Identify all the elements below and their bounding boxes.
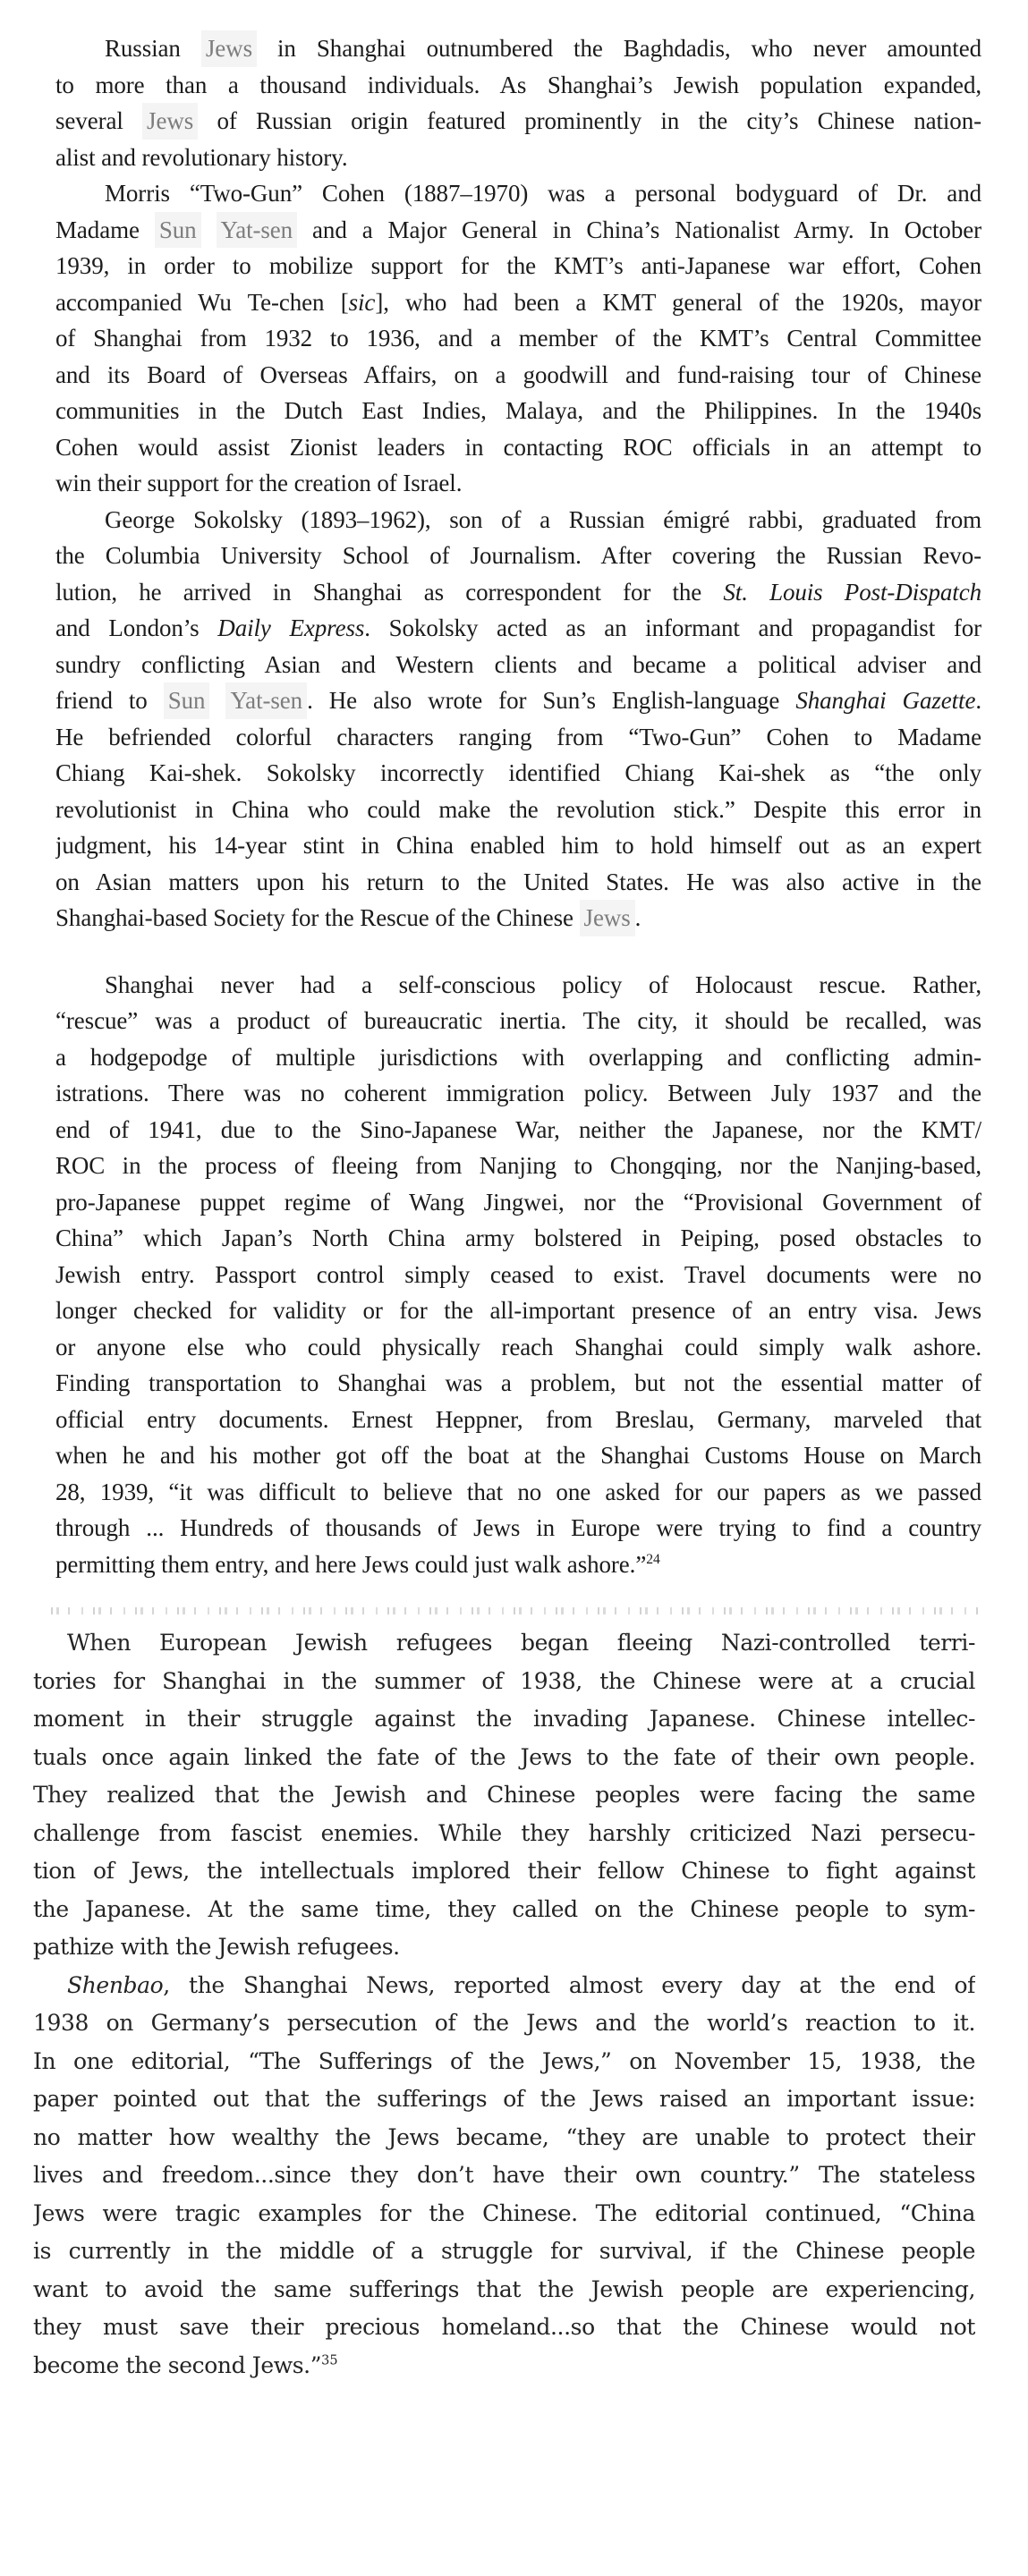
- search-highlight-match: Jews: [142, 103, 198, 140]
- text-line: [55, 103, 981, 140]
- text-segment: Chiang Kai-shek. Sokolsky incorrectly identified Chiang Kai-shek as “the only: [55, 759, 981, 786]
- text-segment: several: [55, 107, 143, 134]
- text-segment: 1938 on Germany’s persecution of the Jews and the world’s reaction to it.: [33, 2010, 975, 2036]
- text-line: [55, 393, 981, 429]
- text-segment: In one editorial, “The Sufferings of the Jews,” on November 15, 1938, the: [33, 2047, 975, 2074]
- search-highlight-match: Sun: [164, 682, 210, 719]
- search-highlight-match: Jews: [580, 900, 635, 936]
- text-line: [55, 248, 981, 284]
- paragraph: [55, 30, 981, 175]
- text-segment: judgment, his 14-year stint in China enabled him to hold himself out as an expert: [55, 832, 981, 859]
- text-segment: Shanghai never had a self-conscious policy of Holocaust rescue. Rather,: [105, 970, 981, 998]
- text-segment: become the second Jews.”: [33, 2351, 322, 2378]
- text-segment: when he and his mother got off the boat at the Shanghai Customs House on March: [55, 1442, 981, 1469]
- paragraph: [33, 1624, 975, 1967]
- text-segment: the Columbia University School of Journalism. After covering the Russian Revo-: [55, 542, 981, 569]
- text-segment: 1939, in order to mobilize support for the KMT’s anti-Japanese war effort, Cohen: [55, 252, 981, 279]
- text-line: [55, 284, 981, 321]
- search-highlight-match: Yat-sen: [217, 212, 298, 249]
- text-line: [55, 1075, 981, 1112]
- text-segment: moment in their struggle against the invading Japanese. Chinese intellec-: [33, 1706, 975, 1732]
- text-segment: . He also wrote for Sun’s English-language: [307, 687, 796, 714]
- text-segment: through ... Hundreds of thousands of Jews in Europe were trying to find a country: [55, 1514, 981, 1541]
- text-segment: “rescue” was a product of bureaucratic inertia. The city, it should be recalled, was: [55, 1007, 981, 1034]
- text-line: [55, 1257, 981, 1293]
- text-segment: Jews were tragic examples for the Chinese. The editorial continued, “China: [33, 2199, 975, 2226]
- text-segment: accompanied Wu Te-chen [: [55, 288, 349, 316]
- text-segment: friend to: [55, 687, 164, 714]
- text-segment: a hodgepodge of multiple jurisdictions with overlapping and conflicting admin-: [55, 1043, 981, 1071]
- text-line: [33, 1663, 975, 1701]
- text-segment: end of 1941, due to the Sino-Japanese War, neither the Japanese, nor the KMT/: [55, 1115, 981, 1143]
- text-segment: ], who had been a KMT general of the 1920s, mayor: [375, 288, 981, 316]
- text-segment: they must save their precious homeland...so that the Chinese would not: [33, 2314, 975, 2340]
- text-segment: , the Shanghai News, reported almost every day at the end of: [163, 1971, 975, 1998]
- book-excerpt-2: [33, 1624, 975, 2385]
- text-line: [33, 2119, 975, 2157]
- text-line: [33, 2043, 975, 2081]
- text-line: [33, 1776, 975, 1815]
- text-segment: permitting them entry, and here Jews could just walk ashore.”: [55, 1550, 647, 1578]
- paragraph: [55, 502, 981, 936]
- text-line: [55, 1220, 981, 1257]
- text-line: [55, 1474, 981, 1511]
- text-line: [33, 2271, 975, 2309]
- footnote-superscript: 24: [646, 1551, 660, 1567]
- search-highlight-match: Yat-sen: [225, 682, 307, 719]
- text-line: [55, 1365, 981, 1402]
- text-segment: China” which Japan’s North China army bolstered in Peiping, posed obstacles to: [55, 1224, 981, 1251]
- text-line: [33, 1700, 975, 1739]
- text-line: [55, 610, 981, 647]
- text-segment: [209, 687, 225, 714]
- text-segment: Cohen would assist Zionist leaders in contacting ROC officials in an attempt to: [55, 433, 981, 461]
- text-segment: lives and freedom...since they don’t have their own country.” The stateless: [33, 2162, 975, 2188]
- text-segment: Madame: [55, 216, 155, 243]
- text-segment: official entry documents. Ernest Heppner, from Breslau, Germany, marveled that: [55, 1405, 981, 1433]
- text-segment: and its Board of Overseas Affairs, on a goodwill and fund-raising tour of Chinese: [55, 360, 981, 388]
- text-segment: challenge from fascist enemies. While they harshly criticized Nazi persecu-: [33, 1819, 975, 1846]
- search-highlight-match: Jews: [201, 30, 257, 67]
- text-line: [55, 1112, 981, 1148]
- text-line: [55, 967, 981, 1004]
- footnote-superscript: 35: [321, 2353, 338, 2368]
- text-segment: ROC in the process of fleeing from Nanjing to Chongqing, nor the Nanjing-based,: [55, 1152, 981, 1179]
- text-line: [33, 2157, 975, 2195]
- text-segment: to more than a thousand individuals. As Shanghai’s Jewish population expanded,: [55, 71, 981, 98]
- text-line: [55, 792, 981, 828]
- text-segment: longer checked for validity or for the all-important presence of an entry visa. Jews: [55, 1297, 981, 1324]
- text-line: [55, 1546, 981, 1583]
- text-segment: is currently in the middle of a struggle for survival, if the Chinese people: [33, 2238, 975, 2264]
- text-segment: . Sokolsky acted as an informant and propagandist for: [364, 614, 981, 641]
- text-line: [33, 2080, 975, 2119]
- text-line: [55, 1402, 981, 1438]
- text-segment: want to avoid the same sufferings that the Jewish people are experiencing,: [33, 2275, 975, 2302]
- text-line: [33, 2004, 975, 2043]
- text-segment: Jewish entry. Passport control simply ceased to exist. Travel documents were no: [55, 1260, 981, 1288]
- italic-text: Shenbao: [67, 1971, 164, 1998]
- text-line: [33, 1852, 975, 1891]
- text-line: [33, 2195, 975, 2233]
- text-segment: They realized that the Jewish and Chinese peoples were facing the same: [33, 1782, 975, 1808]
- text-segment: communities in the Dutch East Indies, Malaya, and the Philippines. In the 1940s: [55, 397, 981, 424]
- text-segment: on Asian matters upon his return to the United States. He was also active in the: [55, 868, 981, 895]
- text-line: [33, 1815, 975, 1853]
- italic-text: sic: [348, 288, 376, 316]
- text-segment: and a Major General in China’s Nationalist Army. In October: [297, 216, 981, 243]
- text-segment: and London’s: [55, 614, 218, 641]
- text-line: [33, 2309, 975, 2347]
- text-line: [55, 140, 981, 176]
- text-segment: pro-Japanese puppet regime of Wang Jingwei, nor the “Provisional Government of: [55, 1188, 981, 1216]
- text-segment: the Japanese. At the same time, they called on the Chinese people to sym-: [33, 1895, 975, 1922]
- text-line: [55, 67, 981, 104]
- text-segment: paper pointed out that the sufferings of the Jews raised an important issue:: [33, 2086, 975, 2112]
- text-segment: tion of Jews, the intellectuals implored their fellow Chinese to fight against: [33, 1858, 975, 1884]
- text-segment: win their support for the creation of Israel.: [55, 470, 463, 496]
- text-segment: He befriended colorful characters ranging from “Two-Gun” Cohen to Madame: [55, 723, 981, 750]
- text-line: [55, 320, 981, 357]
- text-line: [33, 2233, 975, 2271]
- text-segment: sundry conflicting Asian and Western clients and became a political adviser and: [55, 650, 981, 678]
- text-segment: When European Jewish refugees began fleeing Nazi-controlled terri-: [67, 1630, 975, 1656]
- italic-text: Shanghai Gazette: [795, 687, 976, 714]
- text-segment: revolutionist in China who could make the revolution stick.” Despite this error in: [55, 795, 981, 823]
- text-line: [55, 1292, 981, 1329]
- text-segment: or anyone else who could physically reach Shanghai could simply walk ashore.: [55, 1333, 981, 1360]
- search-highlight-match: Sun: [155, 212, 201, 249]
- text-line: [55, 900, 981, 936]
- text-line: [55, 1003, 981, 1039]
- text-line: [55, 1437, 981, 1474]
- text-line: [55, 574, 981, 611]
- text-line: [55, 429, 981, 466]
- clipped-text-line-artifact: [51, 1607, 981, 1614]
- text-line: [55, 864, 981, 901]
- paragraph: [33, 1967, 975, 2385]
- text-segment: .: [975, 687, 981, 714]
- text-segment: lution, he arrived in Shanghai as correspondent for the: [55, 578, 724, 606]
- text-line: [55, 1510, 981, 1546]
- text-line: [55, 357, 981, 394]
- text-segment: [201, 216, 217, 243]
- book-excerpt-1: [55, 30, 981, 1582]
- text-line: [55, 1184, 981, 1221]
- text-line: [55, 682, 981, 719]
- text-line: [33, 1624, 975, 1663]
- text-segment: Shanghai-based Society for the Rescue of the Chinese: [55, 904, 580, 931]
- text-line: [33, 1739, 975, 1777]
- text-line: [55, 647, 981, 683]
- text-line: [55, 538, 981, 574]
- text-line: [55, 755, 981, 792]
- paragraph: [55, 175, 981, 502]
- text-line: [55, 1148, 981, 1184]
- text-segment: of Russian origin featured prominently in the city’s Chinese nation-: [198, 107, 981, 134]
- text-line: [55, 827, 981, 864]
- text-segment: no matter how wealthy the Jews became, “they are unable to protect their: [33, 2123, 975, 2150]
- text-line: [55, 212, 981, 249]
- text-line: [55, 465, 981, 502]
- text-segment: George Sokolsky (1893–1962), son of a Russian émigré rabbi, graduated from: [105, 505, 981, 533]
- text-line: [33, 2347, 975, 2385]
- text-segment: Morris “Two-Gun” Cohen (1887–1970) was a personal bodyguard of Dr. and: [105, 180, 981, 207]
- paragraph: [55, 967, 981, 1583]
- text-segment: 28, 1939, “it was difficult to believe that no one asked for our papers as we passed: [55, 1478, 981, 1505]
- text-line: [55, 30, 981, 67]
- text-segment: in Shanghai outnumbered the Baghdadis, who never amounted: [256, 35, 981, 62]
- text-line: [33, 1967, 975, 2005]
- text-line: [55, 502, 981, 538]
- text-segment: tuals once again linked the fate of the Jews to the fate of their own people.: [33, 1743, 975, 1770]
- text-line: [55, 1329, 981, 1366]
- text-segment: Finding transportation to Shanghai was a problem, but not the essential matter of: [55, 1369, 981, 1396]
- text-segment: pathize with the Jewish refugees.: [33, 1934, 400, 1960]
- text-line: [55, 1039, 981, 1076]
- text-segment: tories for Shanghai in the summer of 1938, the Chinese were at a crucial: [33, 1667, 975, 1694]
- text-line: [33, 1928, 975, 1967]
- italic-text: Daily Express: [217, 614, 365, 641]
- italic-text: St. Louis Post-Dispatch: [723, 578, 981, 606]
- text-segment: .: [634, 904, 641, 931]
- text-segment: Russian: [105, 35, 201, 62]
- text-segment: istrations. There was no coherent immigration policy. Between July 1937 and the: [55, 1080, 981, 1106]
- text-line: [55, 719, 981, 756]
- text-segment: alist and revolutionary history.: [55, 143, 348, 171]
- text-line: [55, 175, 981, 212]
- text-line: [33, 1891, 975, 1929]
- text-segment: of Shanghai from 1932 to 1936, and a member of the KMT’s Central Committee: [55, 325, 981, 352]
